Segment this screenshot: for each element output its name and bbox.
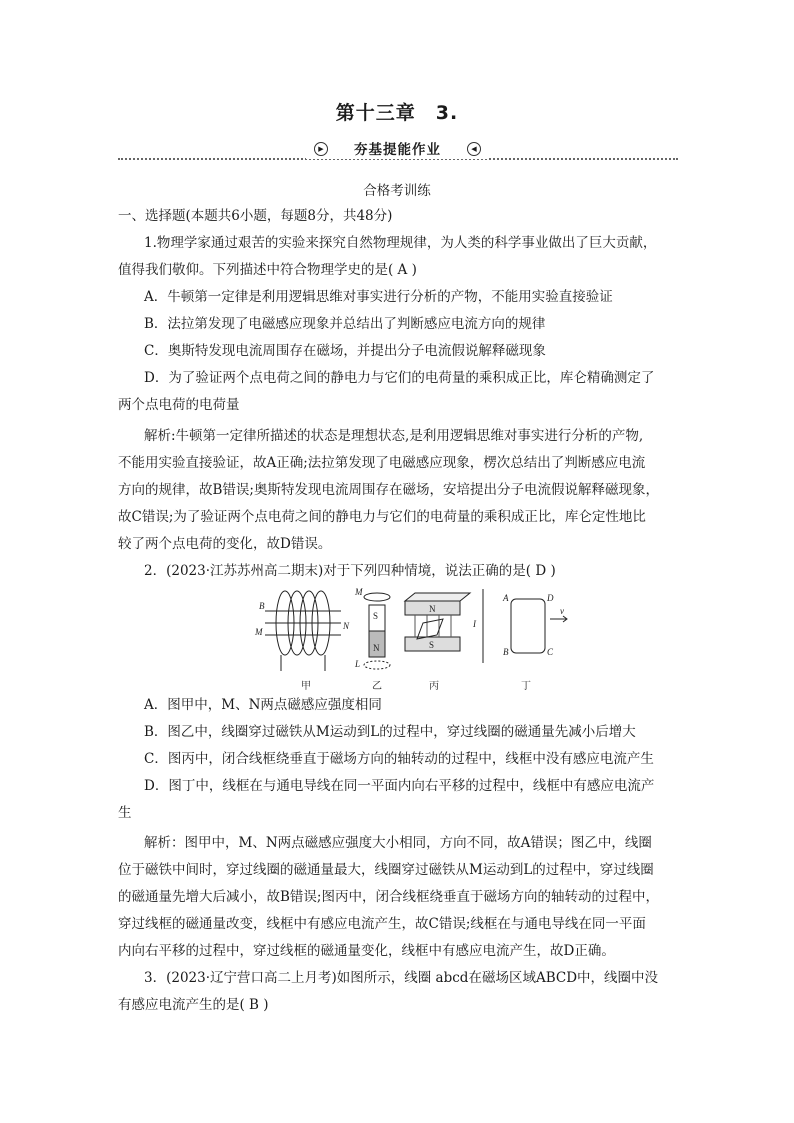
- q2-explanation-5: 内向右平移的过程中，穿过线框的磁通量变化，线框中有感应电流产生，故D正确。: [118, 943, 615, 959]
- figure-yi-magnet: [364, 593, 390, 669]
- label-s-bot: S: [429, 640, 435, 650]
- label-b: B: [259, 601, 265, 611]
- q1-option-c: C．奥斯特发现电流周围存在磁场，并提出分子电流假说解释磁现象: [144, 343, 546, 359]
- q1-explanation-3: 方向的规律，故B错误;奥斯特发现电流周围存在磁场，安培提出分子电流假说解释磁现象，: [118, 482, 659, 498]
- q3-stem-1: 3．(2023·辽宁营口高二上月考)如图所示，线圈 abcd在磁场区域ABCD中，线圈中没: [144, 970, 659, 986]
- figure-jia-coil: [265, 591, 341, 671]
- q1-option-d-2: 两个点电荷的电荷量: [118, 397, 240, 413]
- q1-stem-2: 值得我们敬仰。下列描述中符合物理学史的是( A ): [118, 262, 417, 278]
- exercise-banner: [118, 139, 678, 167]
- label-m: M: [255, 627, 263, 637]
- q2-explanation-3: 的磁通量先增大后减小，故B错误;图丙中，闭合线框绕垂直于磁场方向的轴转动的过程中，: [118, 889, 659, 905]
- q1-explanation-2: 不能用实验直接验证，故A正确;法拉第发现了电磁感应现象，楞次总结出了判断感应电流: [118, 455, 646, 471]
- figure-ding-wire: [483, 589, 567, 663]
- caption-jia: 甲: [301, 681, 311, 691]
- q1-explanation-4: 故C错误;为了验证两个点电荷之间的静电力与它们的电荷量的乘积成正比，库仑定性地比: [118, 509, 646, 525]
- q1-explanation-5: 较了两个点电荷的变化，故D错误。: [118, 536, 332, 552]
- caption-bing: 丙: [429, 681, 439, 691]
- label-n-top: N: [429, 604, 436, 614]
- caption-yi: 乙: [372, 681, 382, 691]
- q2-explanation-4: 穿过线框的磁通量改变，线框中有感应电流产生，故C错误;线框在与通电导线在同一平面: [118, 916, 646, 932]
- q2-stem: 2．(2023·江苏苏州高二期末)对于下列四种情境，说法正确的是( D ): [144, 563, 556, 579]
- label-n: N: [343, 621, 350, 631]
- figure-bing-magnet: [405, 593, 470, 651]
- q2-option-a: A．图甲中，M、N两点磁感应强度相同: [144, 697, 382, 713]
- q2-option-d-2: 生: [118, 805, 132, 821]
- label-d: D: [547, 593, 554, 603]
- label-n-bot: N: [373, 643, 380, 653]
- q1-stem-1: 1.物理学家通过艰苦的实验来探究自然物理规律，为人类的科学事业做出了巨大贡献，: [144, 235, 657, 251]
- caption-ding: 丁: [521, 681, 531, 691]
- q2-option-b: B．图乙中，线圈穿过磁铁从M运动到L的过程中，穿过线圈的磁通量先减小后增大: [144, 724, 636, 740]
- label-a: A: [503, 593, 509, 603]
- q1-explanation-1: 解析:牛顿第一定律所描述的状态是理想状态,是利用逻辑思维对事实进行分析的产物,: [144, 428, 644, 444]
- play-left-icon: ◀: [467, 142, 481, 156]
- label-v: v: [560, 606, 564, 616]
- q3-stem-2: 有感应电流产生的是( B ): [118, 997, 269, 1013]
- part-heading: 一、选择题(本题共6小题，每题8分，共48分): [118, 208, 393, 224]
- q2-explanation-2: 位于磁铁中间时，穿过线圈的磁通量最大，线圈穿过磁铁从M运动到L的过程中，穿过线圈: [118, 862, 654, 878]
- section-title: 合格考训练: [363, 183, 431, 199]
- q2-option-d-1: D．图丁中，线框在与通电导线在同一平面内向右平移的过程中，线框中有感应电流产: [144, 778, 655, 794]
- banner-label-box: [306, 139, 489, 159]
- label-c: C: [547, 647, 554, 657]
- label-l: L: [355, 659, 361, 669]
- play-right-icon: ▶: [314, 142, 328, 156]
- chapter-title: 第十三章 3.: [335, 102, 459, 124]
- q2-figure: [245, 585, 575, 691]
- label-s-top: S: [373, 611, 379, 621]
- q1-option-a: A．牛顿第一定律是利用逻辑思维对事实进行分析的产物，不能用实验直接验证: [144, 289, 613, 305]
- label-m2: M: [355, 587, 363, 597]
- banner-title: 夯基提能作业: [354, 142, 441, 158]
- q2-option-c: C．图丙中，闭合线框绕垂直于磁场方向的轴转动的过程中，线框中没有感应电流产生: [144, 751, 654, 767]
- q2-explanation-1: 解析：图甲中，M、N两点磁感应强度大小相同，方向不同，故A错误；图乙中，线圈: [144, 835, 652, 851]
- q1-option-b: B．法拉第发现了电磁感应现象并总结出了判断感应电流方向的规律: [144, 316, 546, 332]
- q2-diagram: [245, 585, 575, 691]
- label-b2: B: [503, 647, 509, 657]
- q1-option-d-1: D．为了验证两个点电荷之间的静电力与它们的电荷量的乘积成正比，库仑精确测定了: [144, 370, 655, 386]
- label-i: I: [473, 619, 476, 629]
